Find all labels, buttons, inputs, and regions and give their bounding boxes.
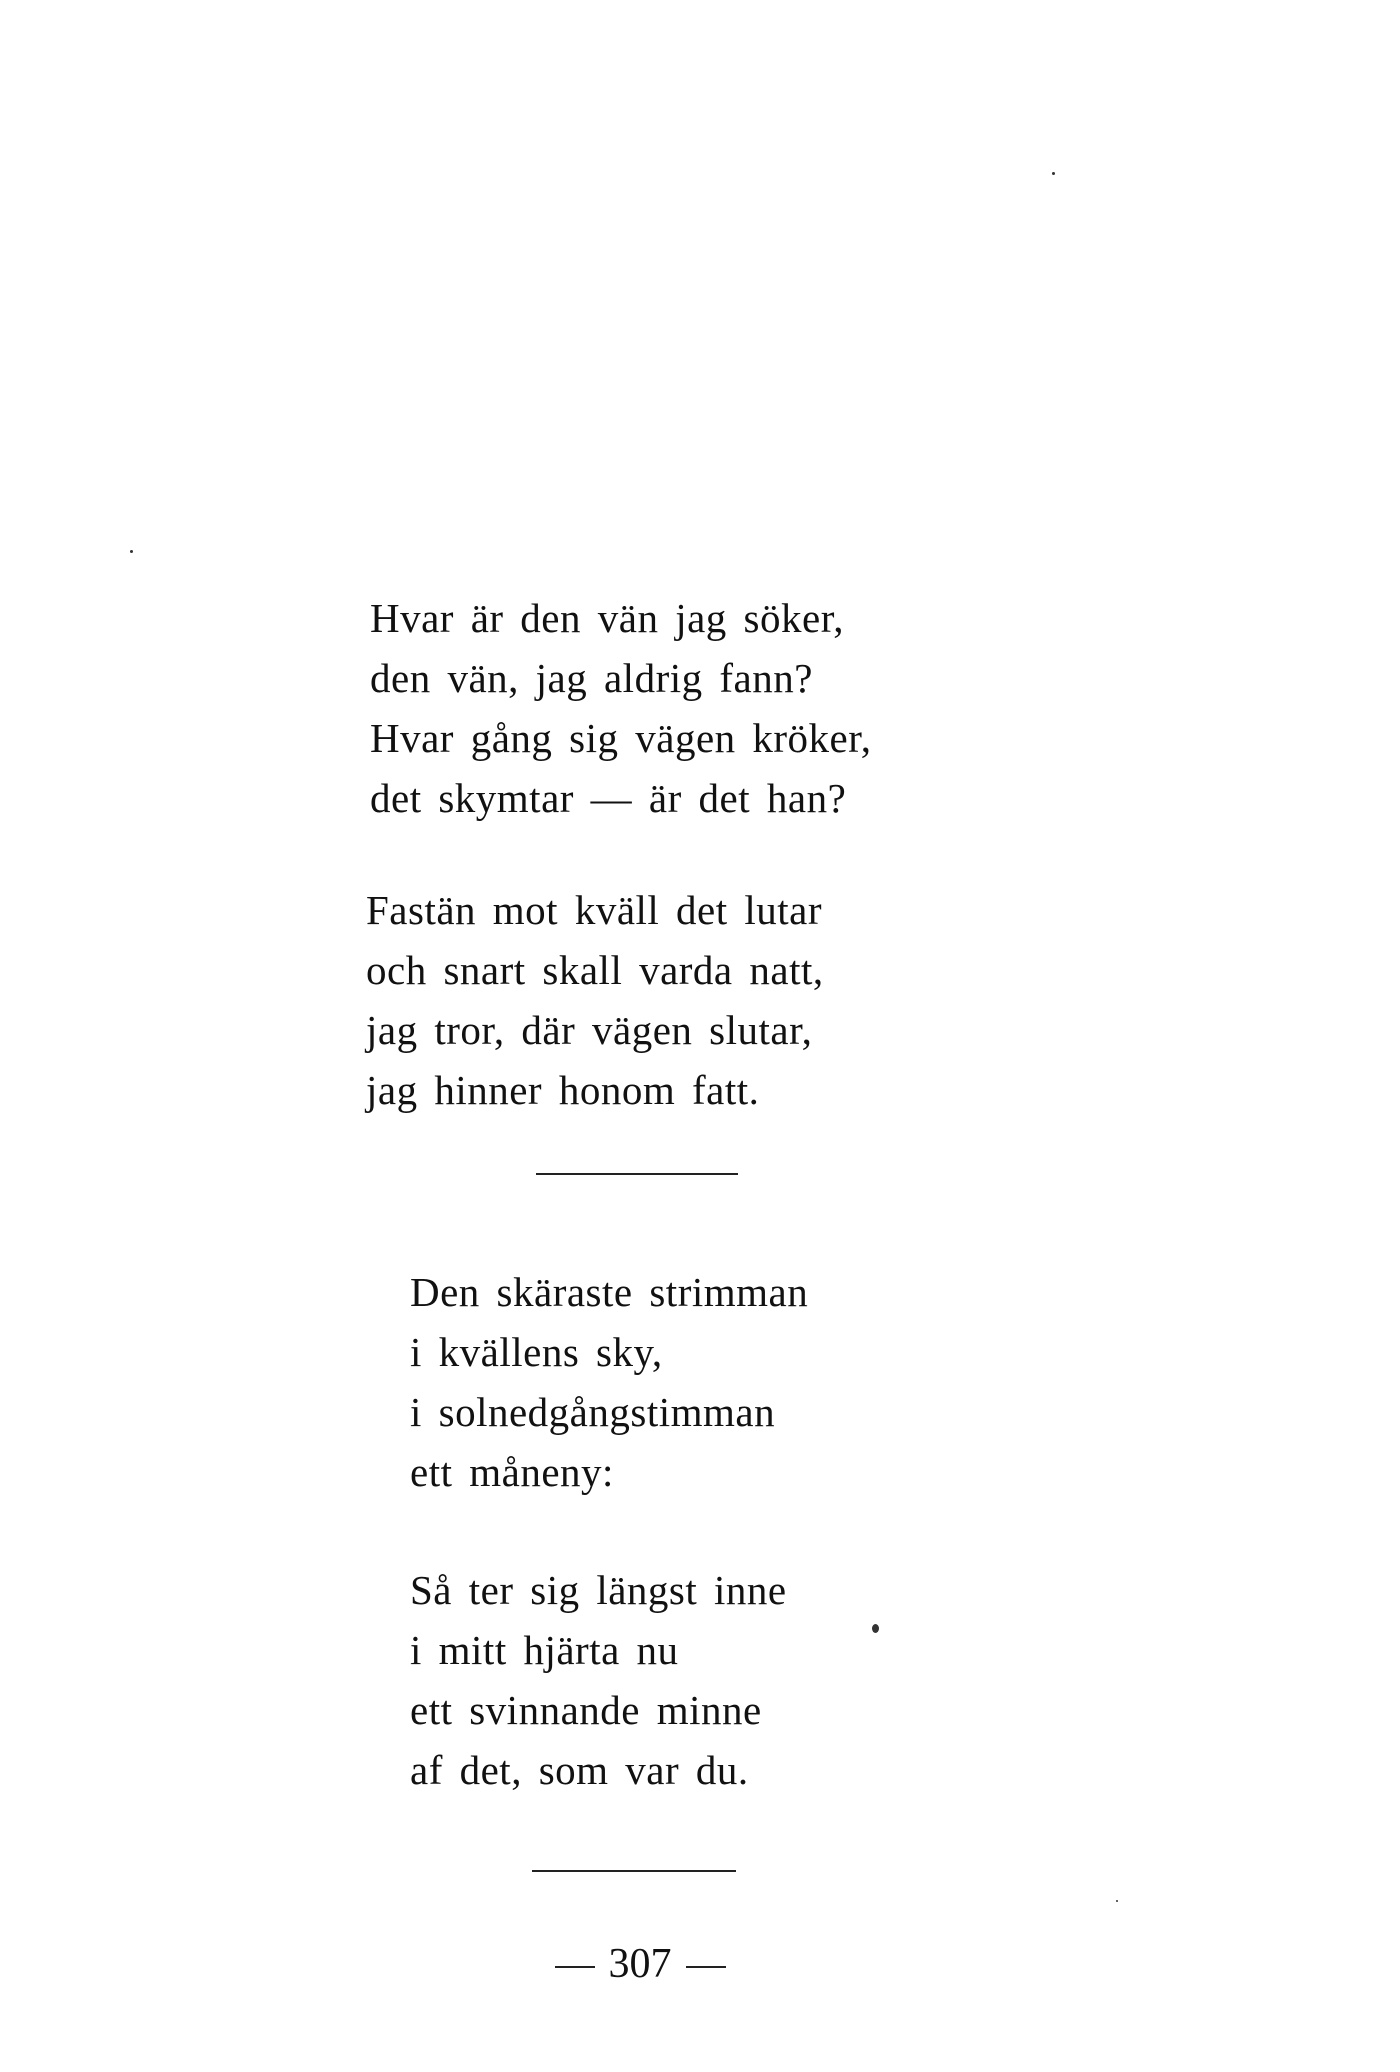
poem-line: i kvällens sky, [410,1329,663,1375]
dash-right [686,1966,726,1968]
poem-line: jag tror, där vägen slutar, [366,1007,813,1053]
page-number-text: 307 [608,1941,672,1987]
poem1-stanza1 [370,588,872,828]
ink-speck [872,1624,879,1633]
page-number [540,1934,740,1994]
poem-line: Hvar gång sig vägen kröker, [370,715,872,761]
poem-line: Fastän mot kväll det lutar [366,887,823,933]
poem-line: ett svinnande minne [410,1687,762,1733]
poem2-stanza1 [410,1262,808,1502]
poem-line: ett måneny: [410,1449,614,1495]
poem-line: den vän, jag aldrig fann? [370,655,813,701]
poem-line: Den skäraste strimman [410,1269,809,1315]
poem-line: i mitt hjärta nu [410,1627,679,1673]
ink-speck [1052,172,1055,175]
poem-divider [536,1173,738,1175]
poem1-stanza2 [366,880,824,1120]
poem-line: och snart skall varda natt, [366,947,824,993]
dash-left [555,1966,595,1968]
ink-speck [130,550,133,553]
poem-line: Så ter sig längst inne [410,1567,787,1613]
poem-line: i solnedgångstimman [410,1389,776,1435]
poem-line: jag hinner honom fatt. [366,1067,760,1113]
poem-line: det skymtar — är det han? [370,775,847,821]
poem2-stanza2 [410,1560,787,1800]
poem-divider [532,1870,736,1872]
ink-speck [1116,1900,1118,1902]
poem-line: af det, som var du. [410,1747,749,1793]
poem-line: Hvar är den vän jag söker, [370,595,844,641]
